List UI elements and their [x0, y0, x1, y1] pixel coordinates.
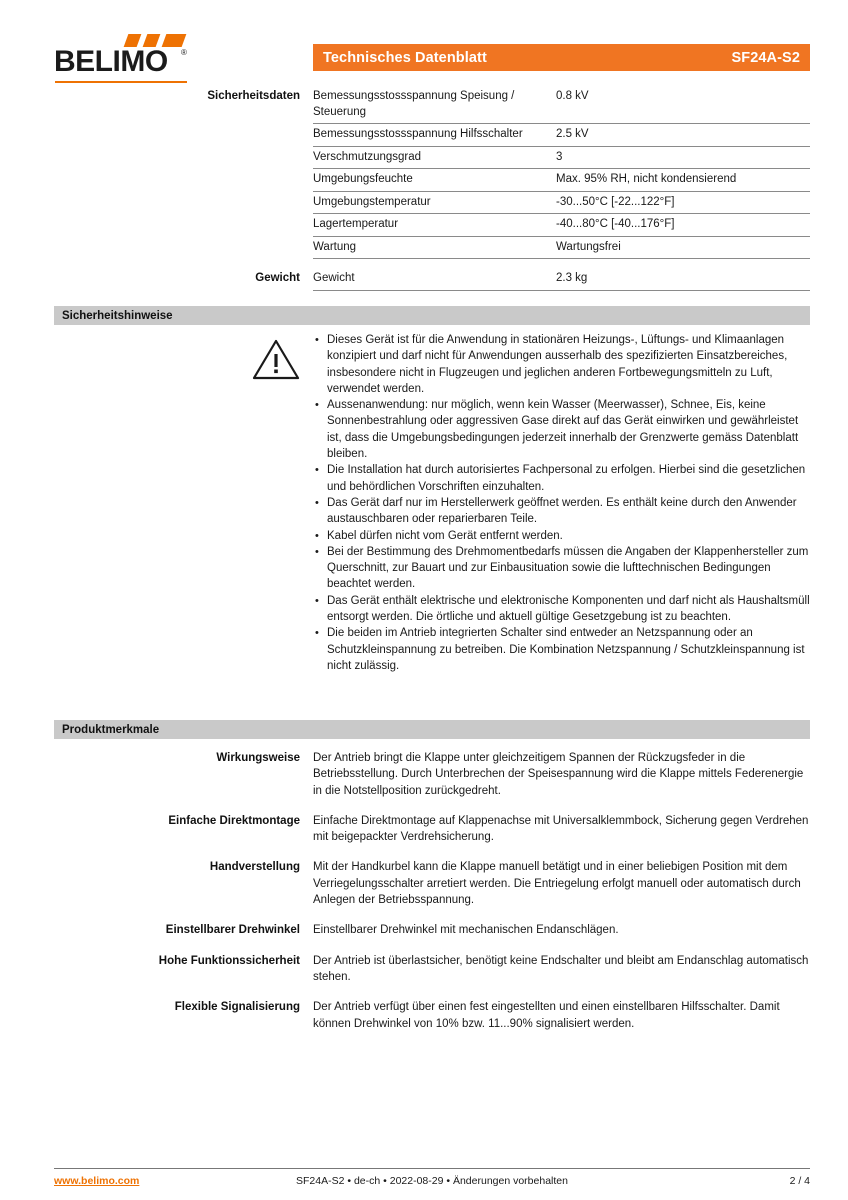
logo-underline: [55, 81, 187, 83]
list-item: • Dieses Gerät ist für die Anwendung in stationären Heizungs-, Lüftungs- und Klimaanlagen konzipiert und darf nicht für Anwendungen ausserhalb des spezifizierten Einsatzbereiches, insbesondere nicht in Flugzeugen und jeglichen anderen Fortbewegungsmitteln zu Luft, verwendet werden.: [313, 332, 810, 397]
warning-triangle-icon: [252, 338, 300, 380]
document-title: Technisches Datenblatt: [323, 49, 487, 66]
spec-value: 0.8 kV: [556, 90, 589, 102]
spec-group-label: [0, 124, 300, 128]
footer-doc-info: SF24A-S2 • de-ch • 2022-08-29 • Änderungen vorbehalten: [296, 1175, 568, 1187]
product-code: SF24A-S2: [731, 49, 800, 66]
product-features-list: [0, 750, 848, 1046]
spec-value: 2.3 kg: [556, 272, 588, 284]
feature-row: [0, 953, 848, 986]
spec-key: Umgebungsfeuchte: [313, 173, 413, 185]
spec-value: 3: [556, 150, 563, 163]
feature-label: Einstellbarer Drehwinkel: [165, 924, 300, 937]
spec-group-label: [0, 169, 300, 173]
document-title-bar: [313, 44, 810, 71]
table-row: [0, 192, 848, 215]
spec-group: [0, 268, 848, 291]
feature-text: Mit der Handkurbel kann die Klappe manuell betätigt und in einer beliebigen Position mit dem Verriegelungsschalter arretiert werden. Die Entriegelung erfolgt manuell oder automatisch durch Anlegen der Betriebsspannung.: [313, 861, 801, 907]
spec-value: 2.5 kV: [556, 128, 589, 140]
spec-value: Max. 95% RH, nicht kondensierend: [556, 173, 737, 185]
feature-row: [0, 999, 848, 1032]
spec-group-label: Sicherheitsdaten: [207, 90, 300, 102]
registered-trademark-icon: ®: [181, 48, 187, 57]
table-row: [0, 169, 848, 192]
feature-text: Der Antrieb verfügt über einen fest eingestellten und einen einstellbaren Hilfsschalter. Damit können Drehwinkel von 10% bzw. 11...90% signalisiert werden.: [313, 1001, 780, 1030]
spec-group-label: [0, 147, 300, 151]
list-item: • Das Gerät darf nur im Herstellerwerk geöffnet werden. Es enthält keine durch den Anwender austauschbaren oder reparierbaren Teile.: [313, 495, 810, 528]
table-row: [0, 214, 848, 237]
spec-key: Umgebungstemperatur: [313, 195, 431, 208]
spec-value: Wartungsfrei: [556, 240, 621, 253]
list-item: • Aussenanwendung: nur möglich, wenn kein Wasser (Meerwasser), Schnee, Eis, keine Sonnenbestrahlung oder aggressiven Gase direkt auf das Gerät einwirken und gewährleistet ist, dass die Umgebungsbedingungen jederzeit innerhalb der Grenzwerte gemäss Datenblatt bleiben.: [313, 397, 810, 462]
feature-text: Einfache Direktmontage auf Klappenachse mit Universalklemmbock, Sicherung gegen Verdrehen mit beigepackter Verdrehsicherung.: [313, 814, 809, 844]
spec-row-body: [313, 268, 810, 291]
feature-row: [0, 922, 848, 938]
footer-page-number: 2 / 4: [789, 1175, 810, 1187]
specification-table: [0, 86, 848, 291]
feature-label: Flexible Signalisierung: [174, 1001, 300, 1014]
list-item: • Kabel dürfen nicht vom Gerät entfernt werden.: [313, 528, 810, 544]
spec-key: Bemessungsstossspannung Hilfsschalter: [313, 128, 523, 140]
section-title-product-features: Produktmerkmale: [62, 723, 160, 736]
feature-text: Der Antrieb bringt die Klappe unter gleichzeitigem Spannen der Rückzugsfeder in die Betriebsstellung. Durch Unterbrechen der Speisespannung wird die Klappe mittels Federenergie in die Notstellposition zurückgedreht.: [313, 752, 804, 797]
feature-label: Hohe Funktionssicherheit: [158, 954, 300, 967]
spec-group: [0, 86, 848, 259]
spec-value: -30...50°C [-22...122°F]: [556, 195, 675, 208]
section-header-product-features: [54, 720, 810, 739]
table-row: [0, 147, 848, 170]
feature-label: Einfache Direktmontage: [168, 814, 300, 827]
safety-bullet-list: [313, 332, 810, 674]
table-row: [0, 268, 848, 291]
feature-text: Der Antrieb ist überlastsicher, benötigt keine Endschalter und bleibt am Endanschlag automatisch stehen.: [313, 954, 809, 983]
spec-value: -40...80°C [-40...176°F]: [556, 218, 675, 230]
page-header: [0, 30, 848, 86]
spec-key: Wartung: [313, 240, 357, 253]
spec-key: Lagertemperatur: [313, 218, 399, 230]
list-item: • Die Installation hat durch autorisiertes Fachpersonal zu erfolgen. Hierbei sind die gesetzlichen und behördlichen Vorschriften einzuhalten.: [313, 462, 810, 495]
spec-key: Gewicht: [313, 272, 355, 284]
spec-row-body: [313, 147, 810, 170]
spec-row-body: [313, 214, 810, 237]
spec-group-label: [0, 237, 300, 241]
website-link[interactable]: www.belimo.com: [54, 1175, 140, 1187]
spec-key: Verschmutzungsgrad: [313, 150, 422, 163]
table-row: [0, 86, 848, 124]
section-header-safety: [54, 306, 810, 325]
feature-row: [0, 859, 848, 908]
feature-label: Handverstellung: [209, 861, 300, 874]
list-item: • Die beiden im Antrieb integrierten Schalter sind entweder an Netzspannung oder an Schutzkleinspannung zu betreiben. Die Kombination Netzspannung / Schutzkleinspannung ist nicht zulässig.: [313, 625, 810, 674]
spec-row-body: [313, 124, 810, 147]
feature-label: Wirkungsweise: [216, 752, 300, 764]
feature-row: [0, 813, 848, 846]
feature-text: Einstellbarer Drehwinkel mit mechanischen Endanschlägen.: [313, 924, 619, 937]
list-item: • Das Gerät enthält elektrische und elektronische Komponenten und darf nicht als Haushaltsmüll entsorgt werden. Die örtliche und aktuell gültige Gesetzgebung ist zu beachten.: [313, 593, 810, 626]
page-footer: [54, 1168, 810, 1187]
spec-group-label: [0, 214, 300, 218]
list-item: • Bei der Bestimmung des Drehmomentbedarfs müssen die Angaben der Klappenhersteller zum Querschnitt, zur Bauart und zur Einbausituation sowie die lufttechnischen Bedingungen beachtet werden.: [313, 544, 810, 593]
spec-row-body: [313, 169, 810, 192]
spec-group-label: [0, 192, 300, 196]
table-row: [0, 237, 848, 260]
logo-wordmark: BELIMO: [54, 45, 168, 78]
spec-key: Bemessungsstossspannung Speisung / Steuerung: [313, 90, 515, 118]
belimo-logo: [54, 34, 194, 86]
spec-row-body: [313, 237, 810, 260]
table-row: [0, 124, 848, 147]
spec-group-label: Gewicht: [255, 272, 300, 284]
feature-row: [0, 750, 848, 799]
section-title-safety: Sicherheitshinweise: [62, 309, 173, 322]
spec-row-body: [313, 86, 810, 124]
spec-row-body: [313, 192, 810, 215]
